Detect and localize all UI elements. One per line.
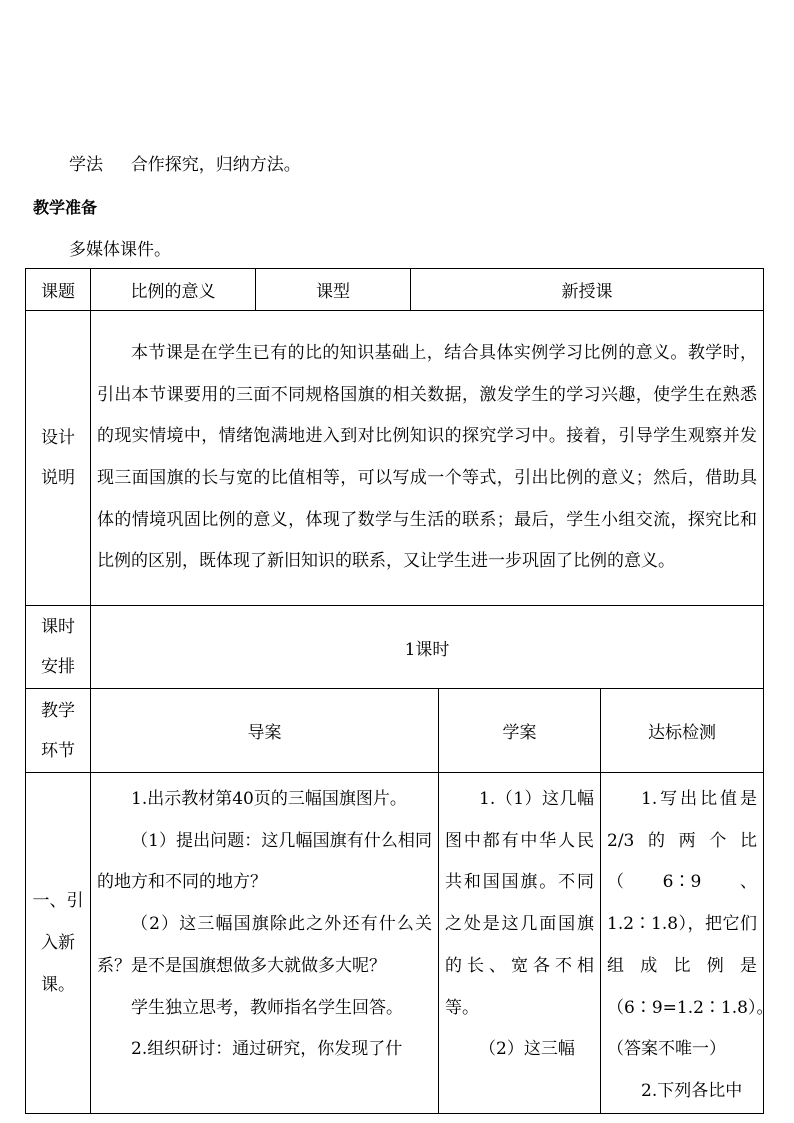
- study-paragraph: 1.（1）这几幅图中都有中华人民共和国国旗。不同之处是这几面国旗的长、宽各不相等。: [445, 789, 594, 1018]
- step-label: [26, 773, 91, 1114]
- schedule-row: [26, 606, 764, 689]
- prep-text: 多媒体课件。: [69, 240, 171, 260]
- stage-label-line-2: 环节: [41, 740, 75, 761]
- type-value: 新授课: [411, 269, 764, 311]
- step-label-line-1: 一、引: [32, 890, 84, 911]
- learning-method-text: 合作探究，归纳方法。: [130, 155, 301, 175]
- topic-row: [26, 269, 764, 311]
- guide-paragraph: 2.组织研讨：通过研究，你发现了什: [131, 1039, 403, 1060]
- guide-paragraph: 1.出示教材第40页的三幅国旗图片。: [131, 789, 407, 809]
- column-header-study: 学案: [439, 689, 601, 773]
- study-cell: [439, 773, 601, 1114]
- learning-method-line: [69, 153, 301, 177]
- stage-label: [26, 689, 91, 773]
- step-label-line-3: 课。: [41, 974, 75, 995]
- schedule-value: 1课时: [91, 606, 764, 689]
- step-label-line-2: 入新: [41, 932, 75, 953]
- check-paragraph: 1.写出比值是2/3的两个比（6∶9、1.2∶1.8），把它们组成比例是（6∶9=1.2∶1.8）。（答案不唯一）: [607, 789, 774, 1060]
- topic-label: 课题: [26, 269, 91, 311]
- schedule-label-line-2: 安排: [41, 657, 75, 677]
- guide-cell: [91, 773, 439, 1114]
- lesson-plan-table: [25, 268, 774, 1114]
- column-header-check: 达标检测: [601, 689, 764, 773]
- learning-method-label: 学法: [69, 155, 103, 175]
- type-label: 课型: [256, 269, 411, 311]
- design-description: 本节课是在学生已有的比的知识基础上，结合具体实例学习比例的意义。教学时，引出本节课要用的三面不同规格国旗的相关数据，激发学生的学习兴趣，使学生在熟悉的现实情境中，情绪饱满地进入到对比例知识的探究学习中。接着，引导学生观察并发现三面国旗的长与宽的比值相等，可以写成一个等式，引出比例的意义；然后，借助具体的情境巩固比例的意义，体现了数学与生活的联系；最后，学生小组交流，探究比和比例的区别，既体现了新旧知识的联系，又让学生进一步巩固了比例的意义。: [97, 342, 758, 572]
- design-description-cell: [91, 311, 764, 606]
- header-row: [26, 689, 764, 773]
- design-label: [26, 311, 91, 606]
- topic-value: 比例的意义: [91, 269, 256, 311]
- column-header-guide: 导案: [91, 689, 439, 773]
- guide-paragraph: 学生独立思考，教师指名学生回答。: [131, 997, 403, 1018]
- schedule-label-line-1: 课时: [41, 617, 75, 637]
- guide-paragraph: （2）这三幅国旗除此之外还有什么关系？是不是国旗想做多大就做多大呢？: [97, 914, 432, 976]
- design-label-line-2: 说明: [41, 468, 75, 488]
- design-label-line-1: 设计: [41, 428, 75, 448]
- study-paragraph: （2）这三幅: [479, 1039, 575, 1060]
- check-cell: [601, 773, 774, 1114]
- check-paragraph: 2.下列各比中: [641, 1080, 743, 1101]
- schedule-label: [26, 606, 91, 689]
- prep-heading: 教学准备: [33, 198, 98, 217]
- intro-step-row: [26, 773, 764, 1114]
- guide-paragraph: （1）提出问题：这几幅国旗有什么相同的地方和不同的地方？: [97, 830, 432, 893]
- stage-label-line-1: 教学: [41, 700, 75, 721]
- design-row: [26, 311, 764, 606]
